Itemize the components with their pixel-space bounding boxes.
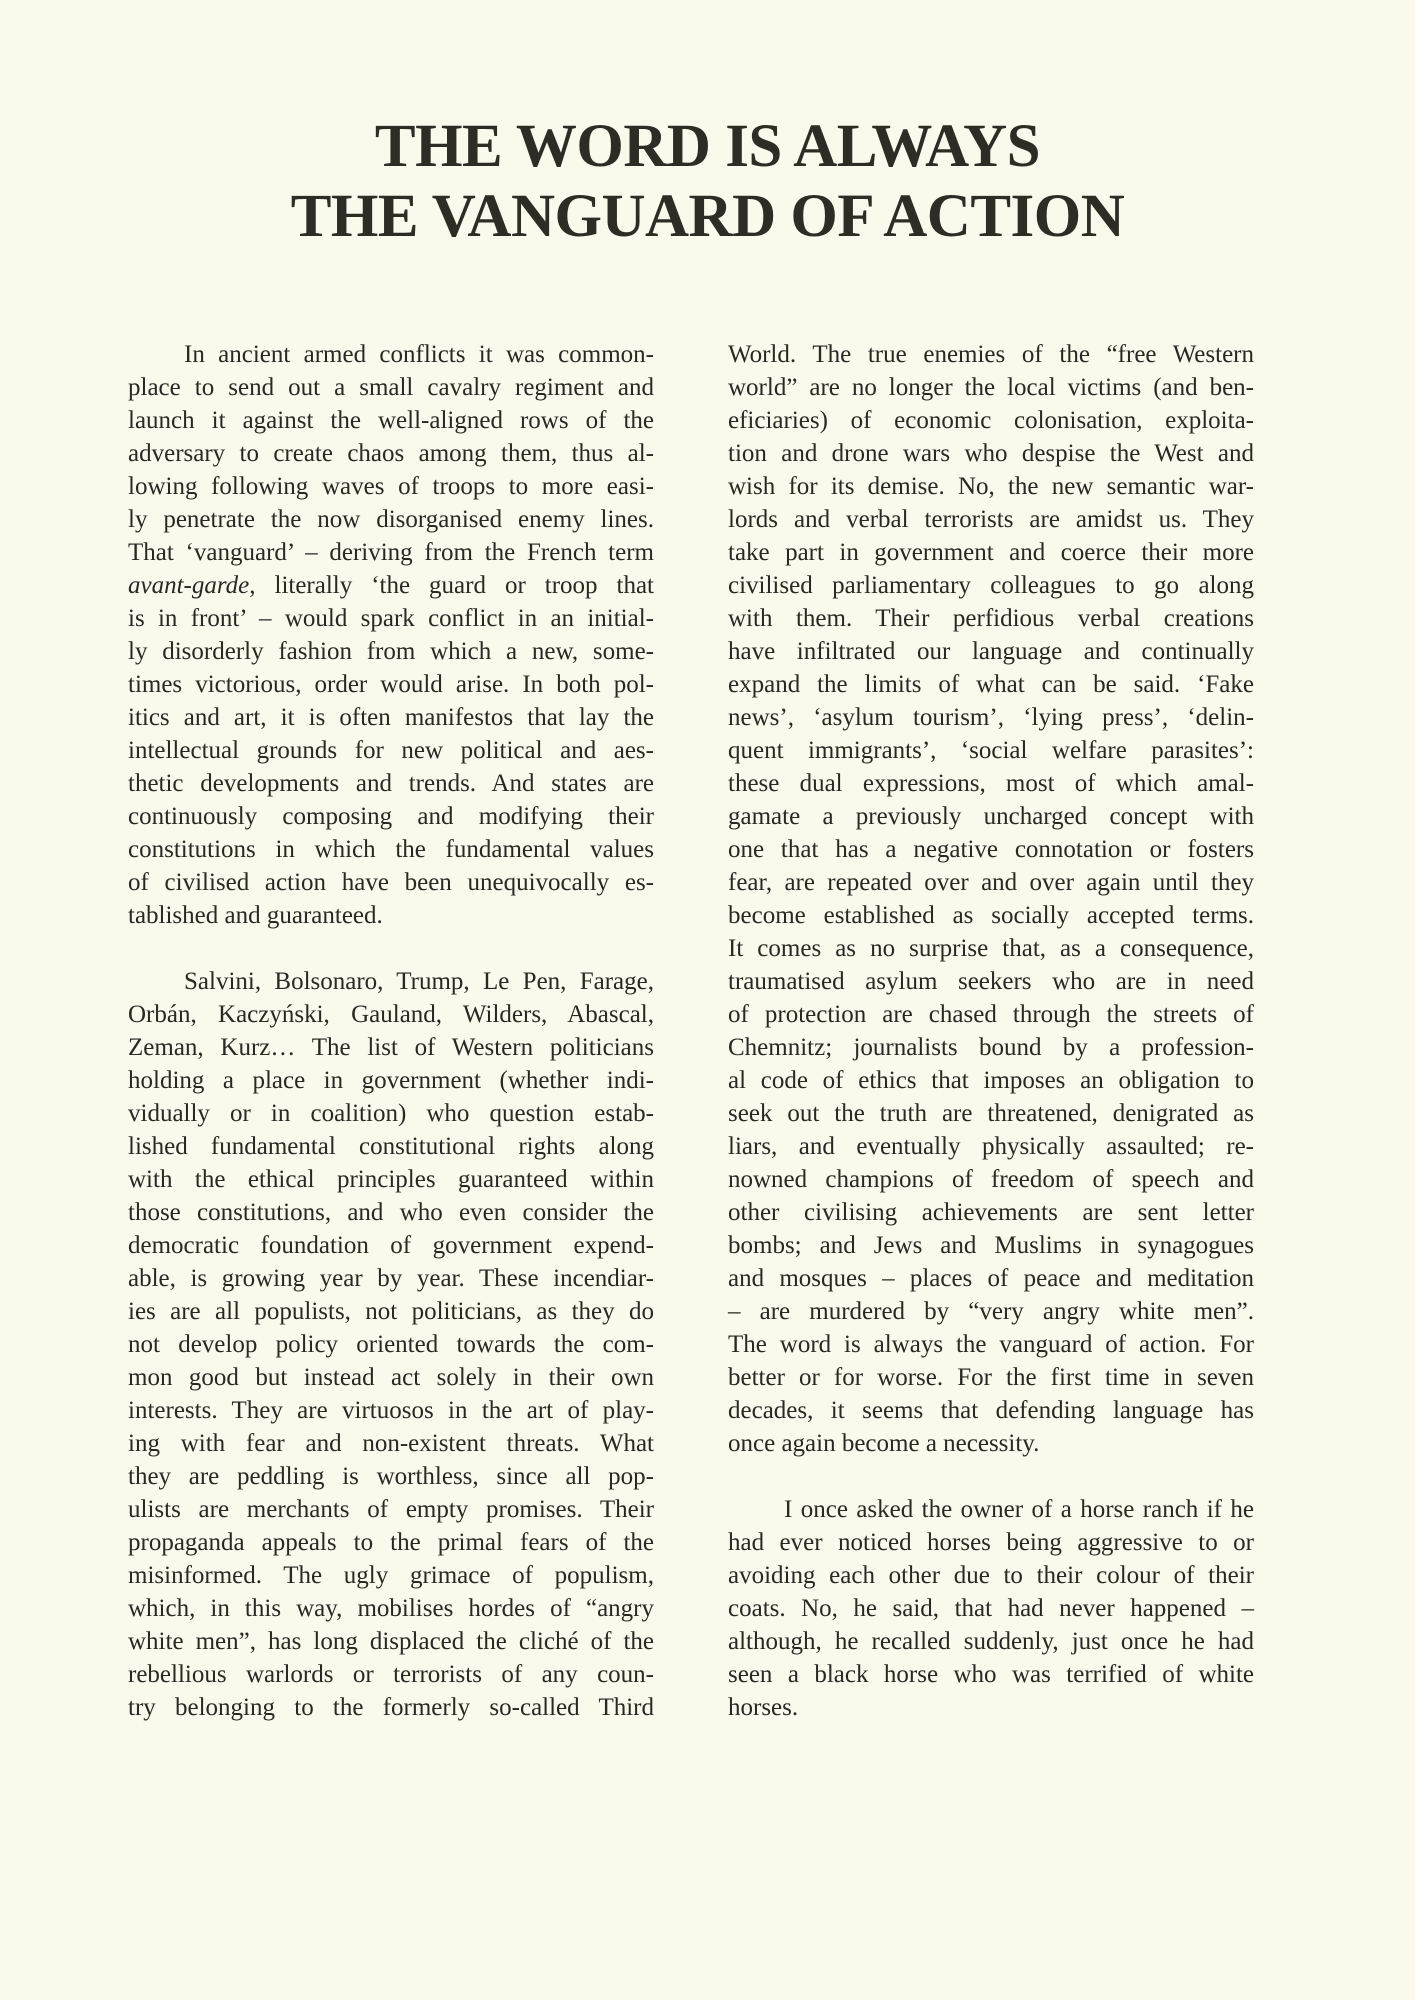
- text-line: wish for its demise. No, the new semantic war-: [728, 473, 1254, 500]
- text-line: avoiding each other due to their colour of their: [728, 1562, 1254, 1589]
- text-line: they are peddling is worthless, since all pop-: [128, 1463, 654, 1490]
- text-line: of civilised action have been unequivocally es-: [128, 869, 654, 896]
- text-line: holding a place in government (whether indi-: [128, 1067, 654, 1094]
- text-line: constitutions in which the fundamental values: [128, 836, 654, 863]
- text-line: gamate a previously uncharged concept with: [728, 803, 1254, 830]
- text-line: with the ethical principles guaranteed within: [128, 1166, 654, 1193]
- text-line: propaganda appeals to the primal fears of the: [128, 1529, 654, 1556]
- text-line: itics and art, it is often manifestos that lay the: [128, 704, 654, 731]
- text-line: ies are all populists, not politicians, as they do: [128, 1298, 654, 1325]
- text-line: times victorious, order would arise. In both pol-: [128, 671, 654, 698]
- text-line: one that has a negative connotation or fosters: [728, 836, 1254, 863]
- text-line: Chemnitz; journalists bound by a profession-: [728, 1034, 1254, 1061]
- text-line: those constitutions, and who even consider the: [128, 1199, 654, 1226]
- text-line: In ancient armed conflicts it was common-: [184, 341, 654, 368]
- text-line: tablished and guaranteed.: [128, 902, 383, 929]
- text-line: continuously composing and modifying their: [128, 803, 654, 830]
- text-line: and mosques – places of peace and meditation: [728, 1265, 1254, 1292]
- text-line: al code of ethics that imposes an obligation to: [728, 1067, 1254, 1094]
- text-line: fear, are repeated over and over again until they: [728, 869, 1254, 896]
- paragraph-1: [128, 338, 654, 932]
- text-line: rebellious warlords or terrorists of any coun-: [128, 1661, 654, 1688]
- text-line: liars, and eventually physically assaulted; re-: [728, 1133, 1254, 1160]
- text-line: expand the limits of what can be said. ‘Fake: [728, 671, 1254, 698]
- text-line: democratic foundation of government expend-: [128, 1232, 654, 1259]
- text-line: better or for worse. For the first time in seven: [728, 1364, 1254, 1391]
- text-line: That ‘vanguard’ – deriving from the French term: [128, 539, 654, 566]
- text-line: ulists are merchants of empty promises. Their: [128, 1496, 654, 1523]
- text-line: misinformed. The ugly grimace of populism,: [128, 1562, 654, 1589]
- text-line: World. The true enemies of the “free Western: [728, 341, 1254, 368]
- text-line: have infiltrated our language and continually: [728, 638, 1254, 665]
- text-line: Zeman, Kurz… The list of Western politicians: [128, 1034, 654, 1061]
- text-line: had ever noticed horses being aggressive to or: [728, 1529, 1254, 1556]
- text-line: Orbán, Kaczyński, Gauland, Wilders, Abascal,: [128, 1001, 654, 1028]
- text-line: once again become a necessity.: [728, 1430, 1040, 1457]
- text-line: I once asked the owner of a horse ranch if he: [784, 1496, 1254, 1523]
- text-line: eficiaries) of economic colonisation, exploita-: [728, 407, 1254, 434]
- text-line: launch it against the well-aligned rows of the: [128, 407, 654, 434]
- text-line: which, in this way, mobilises hordes of “angry: [128, 1595, 654, 1622]
- text-line: ing with fear and non-existent threats. What: [128, 1430, 654, 1457]
- text-line: traumatised asylum seekers who are in need: [728, 968, 1254, 995]
- text-line: vidually or in coalition) who question estab-: [128, 1100, 654, 1127]
- title-line-1: THE WORD IS ALWAYS: [374, 113, 1041, 180]
- text-line: take part in government and coerce their more: [728, 539, 1254, 566]
- text-line: ly penetrate the now disorganised enemy lines.: [128, 506, 654, 533]
- text-line: with them. Their perfidious verbal creations: [728, 605, 1254, 632]
- text-line: news’, ‘asylum tourism’, ‘lying press’, ‘delin-: [728, 704, 1254, 731]
- text-line: bombs; and Jews and Muslims in synagogues: [728, 1232, 1254, 1259]
- text-line: civilised parliamentary colleagues to go along: [728, 572, 1254, 599]
- text-line: decades, it seems that defending language has: [728, 1397, 1254, 1424]
- text-line: lowing following waves of troops to more easi-: [128, 473, 654, 500]
- text-line: not develop policy oriented towards the com-: [128, 1331, 654, 1358]
- text-line: seek out the truth are threatened, denigrated as: [728, 1100, 1254, 1127]
- paragraph-2: [128, 965, 654, 1724]
- text-line: horses.: [728, 1694, 799, 1721]
- text-line: white men”, has long displaced the cliché of the: [128, 1628, 654, 1655]
- text-line: lished fundamental constitutional rights along: [128, 1133, 654, 1160]
- paragraph-3: [728, 338, 1254, 1460]
- paragraph-gap: [128, 932, 654, 965]
- text-line: world” are no longer the local victims (and ben-: [728, 374, 1254, 401]
- text-line: thetic developments and trends. And states are: [128, 770, 654, 797]
- text-line: these dual expressions, most of which amal-: [728, 770, 1254, 797]
- text-line: ly disorderly fashion from which a new, some-: [128, 638, 654, 665]
- text-line: – are murdered by “very angry white men”.: [728, 1298, 1254, 1325]
- text-line: other civilising achievements are sent letter: [728, 1199, 1254, 1226]
- text-line: [128, 569, 654, 602]
- text-line: coats. No, he said, that had never happened –: [728, 1595, 1254, 1622]
- text-line: Salvini, Bolsonaro, Trump, Le Pen, Farage,: [184, 968, 654, 995]
- text-line: interests. They are virtuosos in the art of play-: [128, 1397, 654, 1424]
- text-line: adversary to create chaos among them, thus al-: [128, 440, 654, 467]
- text-line: lords and verbal terrorists are amidst us. They: [728, 506, 1254, 533]
- text-line: quent immigrants’, ‘social welfare parasites’:: [728, 737, 1254, 764]
- text-line: is in front’ – would spark conflict in an initial-: [128, 605, 654, 632]
- italic-term: avant-garde: [128, 572, 250, 599]
- text-line: intellectual grounds for new political and aes-: [128, 737, 654, 764]
- text-line: although, he recalled suddenly, just once he had: [728, 1628, 1254, 1655]
- text-line: The word is always the vanguard of action. For: [728, 1331, 1254, 1358]
- text-line: nowned champions of freedom of speech and: [728, 1166, 1254, 1193]
- text-line: seen a black horse who was terrified of white: [728, 1661, 1254, 1688]
- left-column: [128, 338, 654, 1724]
- text-line: mon good but instead act solely in their own: [128, 1364, 654, 1391]
- text-line: It comes as no surprise that, as a consequence,: [728, 935, 1254, 962]
- text-line: able, is growing year by year. These incendiar-: [128, 1265, 654, 1292]
- text-line: of protection are chased through the streets of: [728, 1001, 1254, 1028]
- text-fragment: , literally ‘the guard or troop that: [249, 572, 654, 599]
- text-line: try belonging to the formerly so-called Third: [128, 1694, 654, 1721]
- text-line: tion and drone wars who despise the West and: [728, 440, 1254, 467]
- paragraph-gap: [728, 1460, 1254, 1493]
- text-line: place to send out a small cavalry regiment and: [128, 374, 654, 401]
- paragraph-4: [728, 1493, 1254, 1724]
- right-column: [728, 338, 1254, 1724]
- page-title: [0, 112, 1415, 252]
- text-line: become established as socially accepted terms.: [728, 902, 1254, 929]
- title-line-2: THE VANGUARD OF ACTION: [290, 183, 1125, 250]
